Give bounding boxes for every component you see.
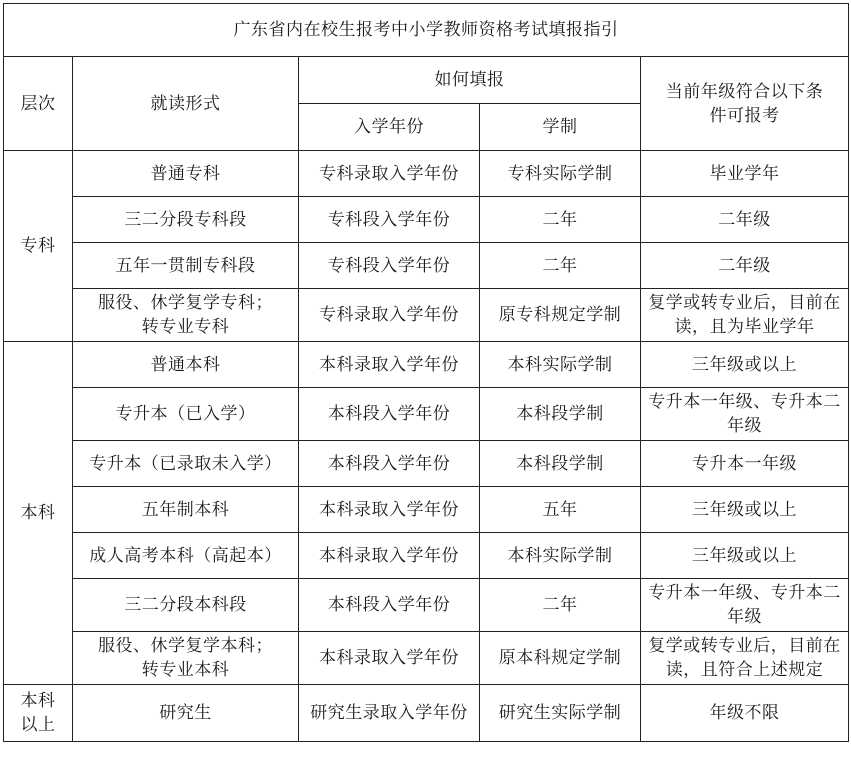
cell-grade: 专升本一年级 — [641, 441, 849, 487]
header-schooling: 学制 — [480, 104, 641, 151]
header-eligible-grade: 当前年级符合以下条 件可报考 — [641, 57, 849, 151]
cell-system: 本科段学制 — [480, 388, 641, 441]
cell-grade: 复学或转专业后，目前在读，且为毕业学年 — [641, 289, 849, 342]
table-row — [4, 579, 849, 632]
table-row — [4, 441, 849, 487]
cell-system: 本科实际学制 — [480, 533, 641, 579]
header-study-form: 就读形式 — [73, 57, 299, 151]
cell-form: 普通本科 — [73, 342, 299, 388]
cell-system: 原专科规定学制 — [480, 289, 641, 342]
table-row — [4, 243, 849, 289]
table-row — [4, 342, 849, 388]
cell-year: 本科录取入学年份 — [299, 342, 480, 388]
cell-system: 研究生实际学制 — [480, 685, 641, 742]
cell-system: 二年 — [480, 579, 641, 632]
cell-grade: 专升本一年级、专升本二年级 — [641, 579, 849, 632]
cell-form: 成人高考本科（高起本） — [73, 533, 299, 579]
guide-table — [3, 3, 849, 742]
table-row — [4, 151, 849, 197]
cell-year: 专科段入学年份 — [299, 243, 480, 289]
cell-form: 服役、休学复学专科；转专业专科 — [73, 289, 299, 342]
cell-year: 专科录取入学年份 — [299, 289, 480, 342]
group-zhuanke: 专科 — [4, 151, 73, 342]
table-row — [4, 289, 849, 342]
cell-form: 五年一贯制专科段 — [73, 243, 299, 289]
cell-grade: 专升本一年级、专升本二年级 — [641, 388, 849, 441]
cell-system: 二年 — [480, 243, 641, 289]
table-title: 广东省内在校生报考中小学教师资格考试填报指引 — [4, 4, 849, 57]
cell-grade: 三年级或以上 — [641, 533, 849, 579]
cell-system: 原本科规定学制 — [480, 632, 641, 685]
cell-grade: 毕业学年 — [641, 151, 849, 197]
group-above-benke: 本科 以上 — [4, 685, 73, 742]
cell-form: 服役、休学复学本科；转专业本科 — [73, 632, 299, 685]
cell-year: 专科录取入学年份 — [299, 151, 480, 197]
cell-form: 五年制本科 — [73, 487, 299, 533]
cell-year: 本科录取入学年份 — [299, 533, 480, 579]
group-benke: 本科 — [4, 342, 73, 685]
cell-system: 专科实际学制 — [480, 151, 641, 197]
cell-year: 本科录取入学年份 — [299, 632, 480, 685]
cell-system: 二年 — [480, 197, 641, 243]
cell-year: 本科录取入学年份 — [299, 487, 480, 533]
cell-year: 本科段入学年份 — [299, 579, 480, 632]
cell-form: 三二分段专科段 — [73, 197, 299, 243]
cell-grade: 三年级或以上 — [641, 342, 849, 388]
cell-grade: 三年级或以上 — [641, 487, 849, 533]
cell-system: 五年 — [480, 487, 641, 533]
header-level: 层次 — [4, 57, 73, 151]
table-row — [4, 487, 849, 533]
table-row — [4, 388, 849, 441]
table-row — [4, 685, 849, 742]
table-row — [4, 632, 849, 685]
cell-form: 普通专科 — [73, 151, 299, 197]
cell-form: 三二分段本科段 — [73, 579, 299, 632]
header-enroll-year: 入学年份 — [299, 104, 480, 151]
cell-grade: 复学或转专业后，目前在读，且符合上述规定 — [641, 632, 849, 685]
cell-system: 本科实际学制 — [480, 342, 641, 388]
cell-form: 专升本（已入学） — [73, 388, 299, 441]
cell-grade: 二年级 — [641, 197, 849, 243]
table-row — [4, 533, 849, 579]
header-how-to-fill: 如何填报 — [299, 57, 641, 104]
cell-year: 研究生录取入学年份 — [299, 685, 480, 742]
cell-year: 专科段入学年份 — [299, 197, 480, 243]
table-row — [4, 197, 849, 243]
cell-grade: 年级不限 — [641, 685, 849, 742]
cell-grade: 二年级 — [641, 243, 849, 289]
cell-system: 本科段学制 — [480, 441, 641, 487]
cell-form: 专升本（已录取未入学） — [73, 441, 299, 487]
cell-year: 本科段入学年份 — [299, 388, 480, 441]
cell-form: 研究生 — [73, 685, 299, 742]
cell-year: 本科段入学年份 — [299, 441, 480, 487]
